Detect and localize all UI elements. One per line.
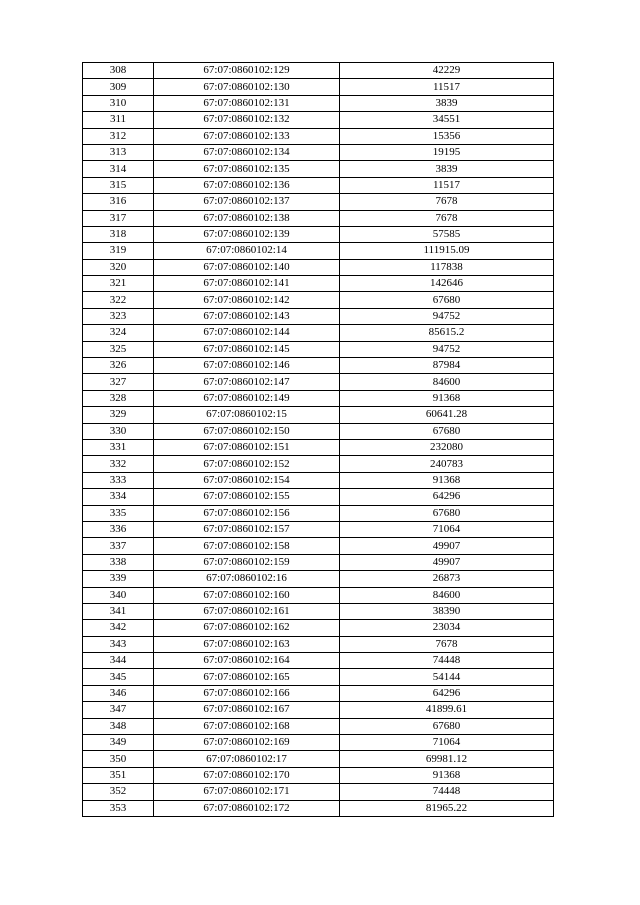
row-number-cell: 308 [83,63,154,79]
cadastral-number-cell: 67:07:0860102:14 [154,243,340,259]
cadastral-number-cell: 67:07:0860102:130 [154,79,340,95]
row-number-cell: 317 [83,210,154,226]
value-cell: 71064 [340,735,554,751]
table-row [83,194,554,210]
row-number-cell: 314 [83,161,154,177]
value-cell: 74448 [340,784,554,800]
row-number-cell: 316 [83,194,154,210]
table-row [83,603,554,619]
cadastral-number-cell: 67:07:0860102:135 [154,161,340,177]
value-cell: 41899.61 [340,702,554,718]
cadastral-number-cell: 67:07:0860102:162 [154,620,340,636]
value-cell: 34551 [340,112,554,128]
value-cell: 7678 [340,210,554,226]
cadastral-number-cell: 67:07:0860102:131 [154,95,340,111]
table-row [83,161,554,177]
row-number-cell: 352 [83,784,154,800]
table-row [83,784,554,800]
row-number-cell: 349 [83,735,154,751]
value-cell: 91368 [340,390,554,406]
value-cell: 111915.09 [340,243,554,259]
cadastral-number-cell: 67:07:0860102:16 [154,571,340,587]
value-cell: 117838 [340,259,554,275]
row-number-cell: 335 [83,505,154,521]
cadastral-number-cell: 67:07:0860102:136 [154,177,340,193]
table-row [83,358,554,374]
table-row [83,735,554,751]
cadastral-number-cell: 67:07:0860102:139 [154,226,340,242]
cadastral-number-cell: 67:07:0860102:163 [154,636,340,652]
table-row [83,210,554,226]
row-number-cell: 333 [83,472,154,488]
cadastral-number-cell: 67:07:0860102:157 [154,521,340,537]
row-number-cell: 345 [83,669,154,685]
cadastral-number-cell: 67:07:0860102:161 [154,603,340,619]
row-number-cell: 342 [83,620,154,636]
cadastral-number-cell: 67:07:0860102:154 [154,472,340,488]
row-number-cell: 309 [83,79,154,95]
row-number-cell: 339 [83,571,154,587]
cadastral-number-cell: 67:07:0860102:17 [154,751,340,767]
row-number-cell: 334 [83,489,154,505]
cadastral-number-cell: 67:07:0860102:155 [154,489,340,505]
table-row [83,276,554,292]
table-row [83,751,554,767]
value-cell: 232080 [340,439,554,455]
value-cell: 69981.12 [340,751,554,767]
value-cell: 54144 [340,669,554,685]
data-table [82,62,554,817]
cadastral-number-cell: 67:07:0860102:150 [154,423,340,439]
value-cell: 26873 [340,571,554,587]
row-number-cell: 311 [83,112,154,128]
cadastral-number-cell: 67:07:0860102:129 [154,63,340,79]
cadastral-number-cell: 67:07:0860102:160 [154,587,340,603]
cadastral-number-cell: 67:07:0860102:145 [154,341,340,357]
cadastral-number-cell: 67:07:0860102:159 [154,554,340,570]
table-row [83,538,554,554]
table-row [83,407,554,423]
table-row [83,439,554,455]
row-number-cell: 310 [83,95,154,111]
cadastral-number-cell: 67:07:0860102:15 [154,407,340,423]
cadastral-number-cell: 67:07:0860102:156 [154,505,340,521]
value-cell: 87984 [340,358,554,374]
table-row [83,177,554,193]
value-cell: 67680 [340,505,554,521]
row-number-cell: 315 [83,177,154,193]
table-row [83,292,554,308]
row-number-cell: 350 [83,751,154,767]
value-cell: 94752 [340,341,554,357]
cadastral-number-cell: 67:07:0860102:142 [154,292,340,308]
table-row [83,718,554,734]
table-row [83,390,554,406]
value-cell: 91368 [340,472,554,488]
value-cell: 71064 [340,521,554,537]
cadastral-number-cell: 67:07:0860102:133 [154,128,340,144]
cadastral-number-cell: 67:07:0860102:168 [154,718,340,734]
value-cell: 3839 [340,161,554,177]
table-row [83,800,554,816]
table-row [83,489,554,505]
table-row [83,653,554,669]
value-cell: 49907 [340,538,554,554]
row-number-cell: 328 [83,390,154,406]
table-body [83,63,554,817]
row-number-cell: 330 [83,423,154,439]
cadastral-number-cell: 67:07:0860102:147 [154,374,340,390]
row-number-cell: 344 [83,653,154,669]
cadastral-number-cell: 67:07:0860102:158 [154,538,340,554]
row-number-cell: 353 [83,800,154,816]
cadastral-number-cell: 67:07:0860102:138 [154,210,340,226]
table-row [83,226,554,242]
row-number-cell: 320 [83,259,154,275]
value-cell: 84600 [340,374,554,390]
cadastral-number-cell: 67:07:0860102:143 [154,308,340,324]
table-row [83,308,554,324]
table-row [83,472,554,488]
value-cell: 38390 [340,603,554,619]
cadastral-number-cell: 67:07:0860102:171 [154,784,340,800]
row-number-cell: 325 [83,341,154,357]
row-number-cell: 327 [83,374,154,390]
table-row [83,374,554,390]
row-number-cell: 331 [83,439,154,455]
table-row [83,521,554,537]
table-row [83,456,554,472]
cadastral-number-cell: 67:07:0860102:165 [154,669,340,685]
row-number-cell: 348 [83,718,154,734]
row-number-cell: 351 [83,767,154,783]
cadastral-number-cell: 67:07:0860102:132 [154,112,340,128]
cadastral-number-cell: 67:07:0860102:141 [154,276,340,292]
table-row [83,112,554,128]
table-row [83,423,554,439]
value-cell: 94752 [340,308,554,324]
value-cell: 74448 [340,653,554,669]
table-row [83,767,554,783]
value-cell: 81965.22 [340,800,554,816]
value-cell: 91368 [340,767,554,783]
table-row [83,554,554,570]
value-cell: 57585 [340,226,554,242]
table-row [83,128,554,144]
value-cell: 64296 [340,489,554,505]
value-cell: 85615.2 [340,325,554,341]
row-number-cell: 346 [83,685,154,701]
table-row [83,669,554,685]
cadastral-number-cell: 67:07:0860102:149 [154,390,340,406]
row-number-cell: 338 [83,554,154,570]
table-row [83,636,554,652]
table-row [83,702,554,718]
cadastral-number-cell: 67:07:0860102:152 [154,456,340,472]
row-number-cell: 341 [83,603,154,619]
cadastral-number-cell: 67:07:0860102:170 [154,767,340,783]
row-number-cell: 312 [83,128,154,144]
value-cell: 7678 [340,194,554,210]
table-row [83,243,554,259]
value-cell: 11517 [340,79,554,95]
cadastral-number-cell: 67:07:0860102:134 [154,144,340,160]
row-number-cell: 337 [83,538,154,554]
cadastral-number-cell: 67:07:0860102:166 [154,685,340,701]
table-row [83,685,554,701]
table-row [83,325,554,341]
cadastral-number-cell: 67:07:0860102:151 [154,439,340,455]
table-row [83,571,554,587]
row-number-cell: 336 [83,521,154,537]
row-number-cell: 318 [83,226,154,242]
row-number-cell: 313 [83,144,154,160]
row-number-cell: 340 [83,587,154,603]
value-cell: 84600 [340,587,554,603]
table-row [83,505,554,521]
row-number-cell: 343 [83,636,154,652]
table-row [83,587,554,603]
value-cell: 64296 [340,685,554,701]
value-cell: 19195 [340,144,554,160]
table-row [83,620,554,636]
row-number-cell: 324 [83,325,154,341]
cadastral-number-cell: 67:07:0860102:172 [154,800,340,816]
value-cell: 7678 [340,636,554,652]
table-row [83,259,554,275]
cadastral-number-cell: 67:07:0860102:146 [154,358,340,374]
value-cell: 15356 [340,128,554,144]
row-number-cell: 326 [83,358,154,374]
value-cell: 67680 [340,292,554,308]
cadastral-number-cell: 67:07:0860102:167 [154,702,340,718]
value-cell: 60641.28 [340,407,554,423]
value-cell: 11517 [340,177,554,193]
value-cell: 3839 [340,95,554,111]
row-number-cell: 321 [83,276,154,292]
cadastral-number-cell: 67:07:0860102:169 [154,735,340,751]
value-cell: 142646 [340,276,554,292]
cadastral-number-cell: 67:07:0860102:164 [154,653,340,669]
value-cell: 67680 [340,423,554,439]
row-number-cell: 323 [83,308,154,324]
cadastral-number-cell: 67:07:0860102:137 [154,194,340,210]
value-cell: 42229 [340,63,554,79]
row-number-cell: 319 [83,243,154,259]
table-row [83,63,554,79]
value-cell: 49907 [340,554,554,570]
row-number-cell: 347 [83,702,154,718]
table-row [83,144,554,160]
row-number-cell: 329 [83,407,154,423]
value-cell: 240783 [340,456,554,472]
cadastral-number-cell: 67:07:0860102:144 [154,325,340,341]
table-row [83,341,554,357]
value-cell: 23034 [340,620,554,636]
row-number-cell: 322 [83,292,154,308]
cadastral-number-cell: 67:07:0860102:140 [154,259,340,275]
value-cell: 67680 [340,718,554,734]
table-row [83,79,554,95]
row-number-cell: 332 [83,456,154,472]
table-row [83,95,554,111]
